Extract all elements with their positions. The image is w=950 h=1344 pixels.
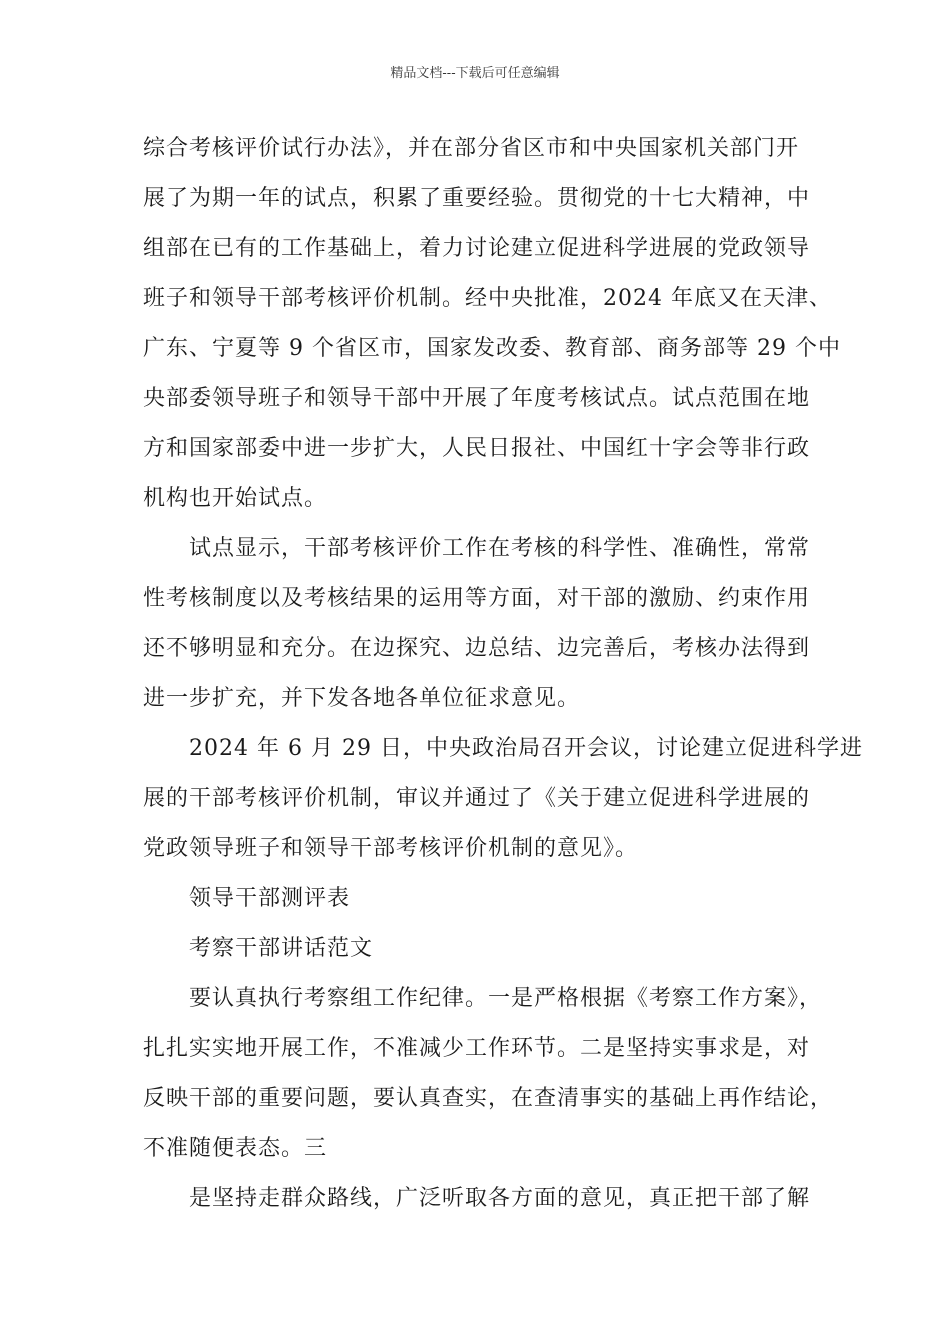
text-line: 扎扎实实地开展工作，不准减少工作环节。二是坚持实事求是，对 <box>143 1036 811 1061</box>
paragraph-first-line: 试点显示，干部考核评价工作在考核的科学性、准确性，常常 <box>189 536 811 561</box>
text-line: 性考核制度以及考核结果的运用等方面，对干部的激励、约束作用 <box>143 586 811 611</box>
text-line: 不准随便表态。三 <box>143 1136 328 1161</box>
paragraph-first-line: 要认真执行考察组工作纪律。一是严格根据《考察工作方案》， <box>189 986 823 1011</box>
document-body <box>143 124 863 1224</box>
text-line: 综合考核评价试行办法》，并在部分省区市和中央国家机关部门开 <box>143 136 800 161</box>
text-line: 反映干部的重要问题，要认真查实，在查清事实的基础上再作结论， <box>143 1086 834 1111</box>
text-line: 方和国家部委中进一步扩大，人民日报社、中国红十字会等非行政 <box>143 436 811 461</box>
text-line: 班子和领导干部考核评价机制。经中央批准，2024 年底又在天津、 <box>143 286 832 311</box>
section-title-evaluation-form: 领导干部测评表 <box>189 886 351 911</box>
section-title-speech-sample: 考察干部讲话范文 <box>189 936 374 961</box>
page-header: 精品文档---下载后可任意编辑 <box>390 66 560 81</box>
paragraph-first-line: 2024 年 6 月 29 日，中央政治局召开会议，讨论建立促进科学进 <box>189 736 863 761</box>
text-line: 展的干部考核评价机制，审议并通过了《关于建立促进科学进展的 <box>143 786 811 811</box>
text-line: 央部委领导班子和领导干部中开展了年度考核试点。试点范围在地 <box>143 386 811 411</box>
text-line: 展了为期一年的试点，积累了重要经验。贯彻党的十七大精神，中 <box>143 186 811 211</box>
paragraph-first-line: 是坚持走群众路线，广泛听取各方面的意见，真正把干部了解 <box>189 1186 811 1211</box>
text-line: 还不够明显和充分。在边探究、边总结、边完善后，考核办法得到 <box>143 636 811 661</box>
text-line: 组部在已有的工作基础上，着力讨论建立促进科学进展的党政领导 <box>143 236 811 261</box>
text-line: 进一步扩充，并下发各地各单位征求意见。 <box>143 686 581 711</box>
text-line: 党政领导班子和领导干部考核评价机制的意见》。 <box>143 836 639 861</box>
text-line: 广东、宁夏等 9 个省区市，国家发改委、教育部、商务部等 29 个中 <box>143 336 841 361</box>
text-line: 机构也开始试点。 <box>143 486 328 511</box>
